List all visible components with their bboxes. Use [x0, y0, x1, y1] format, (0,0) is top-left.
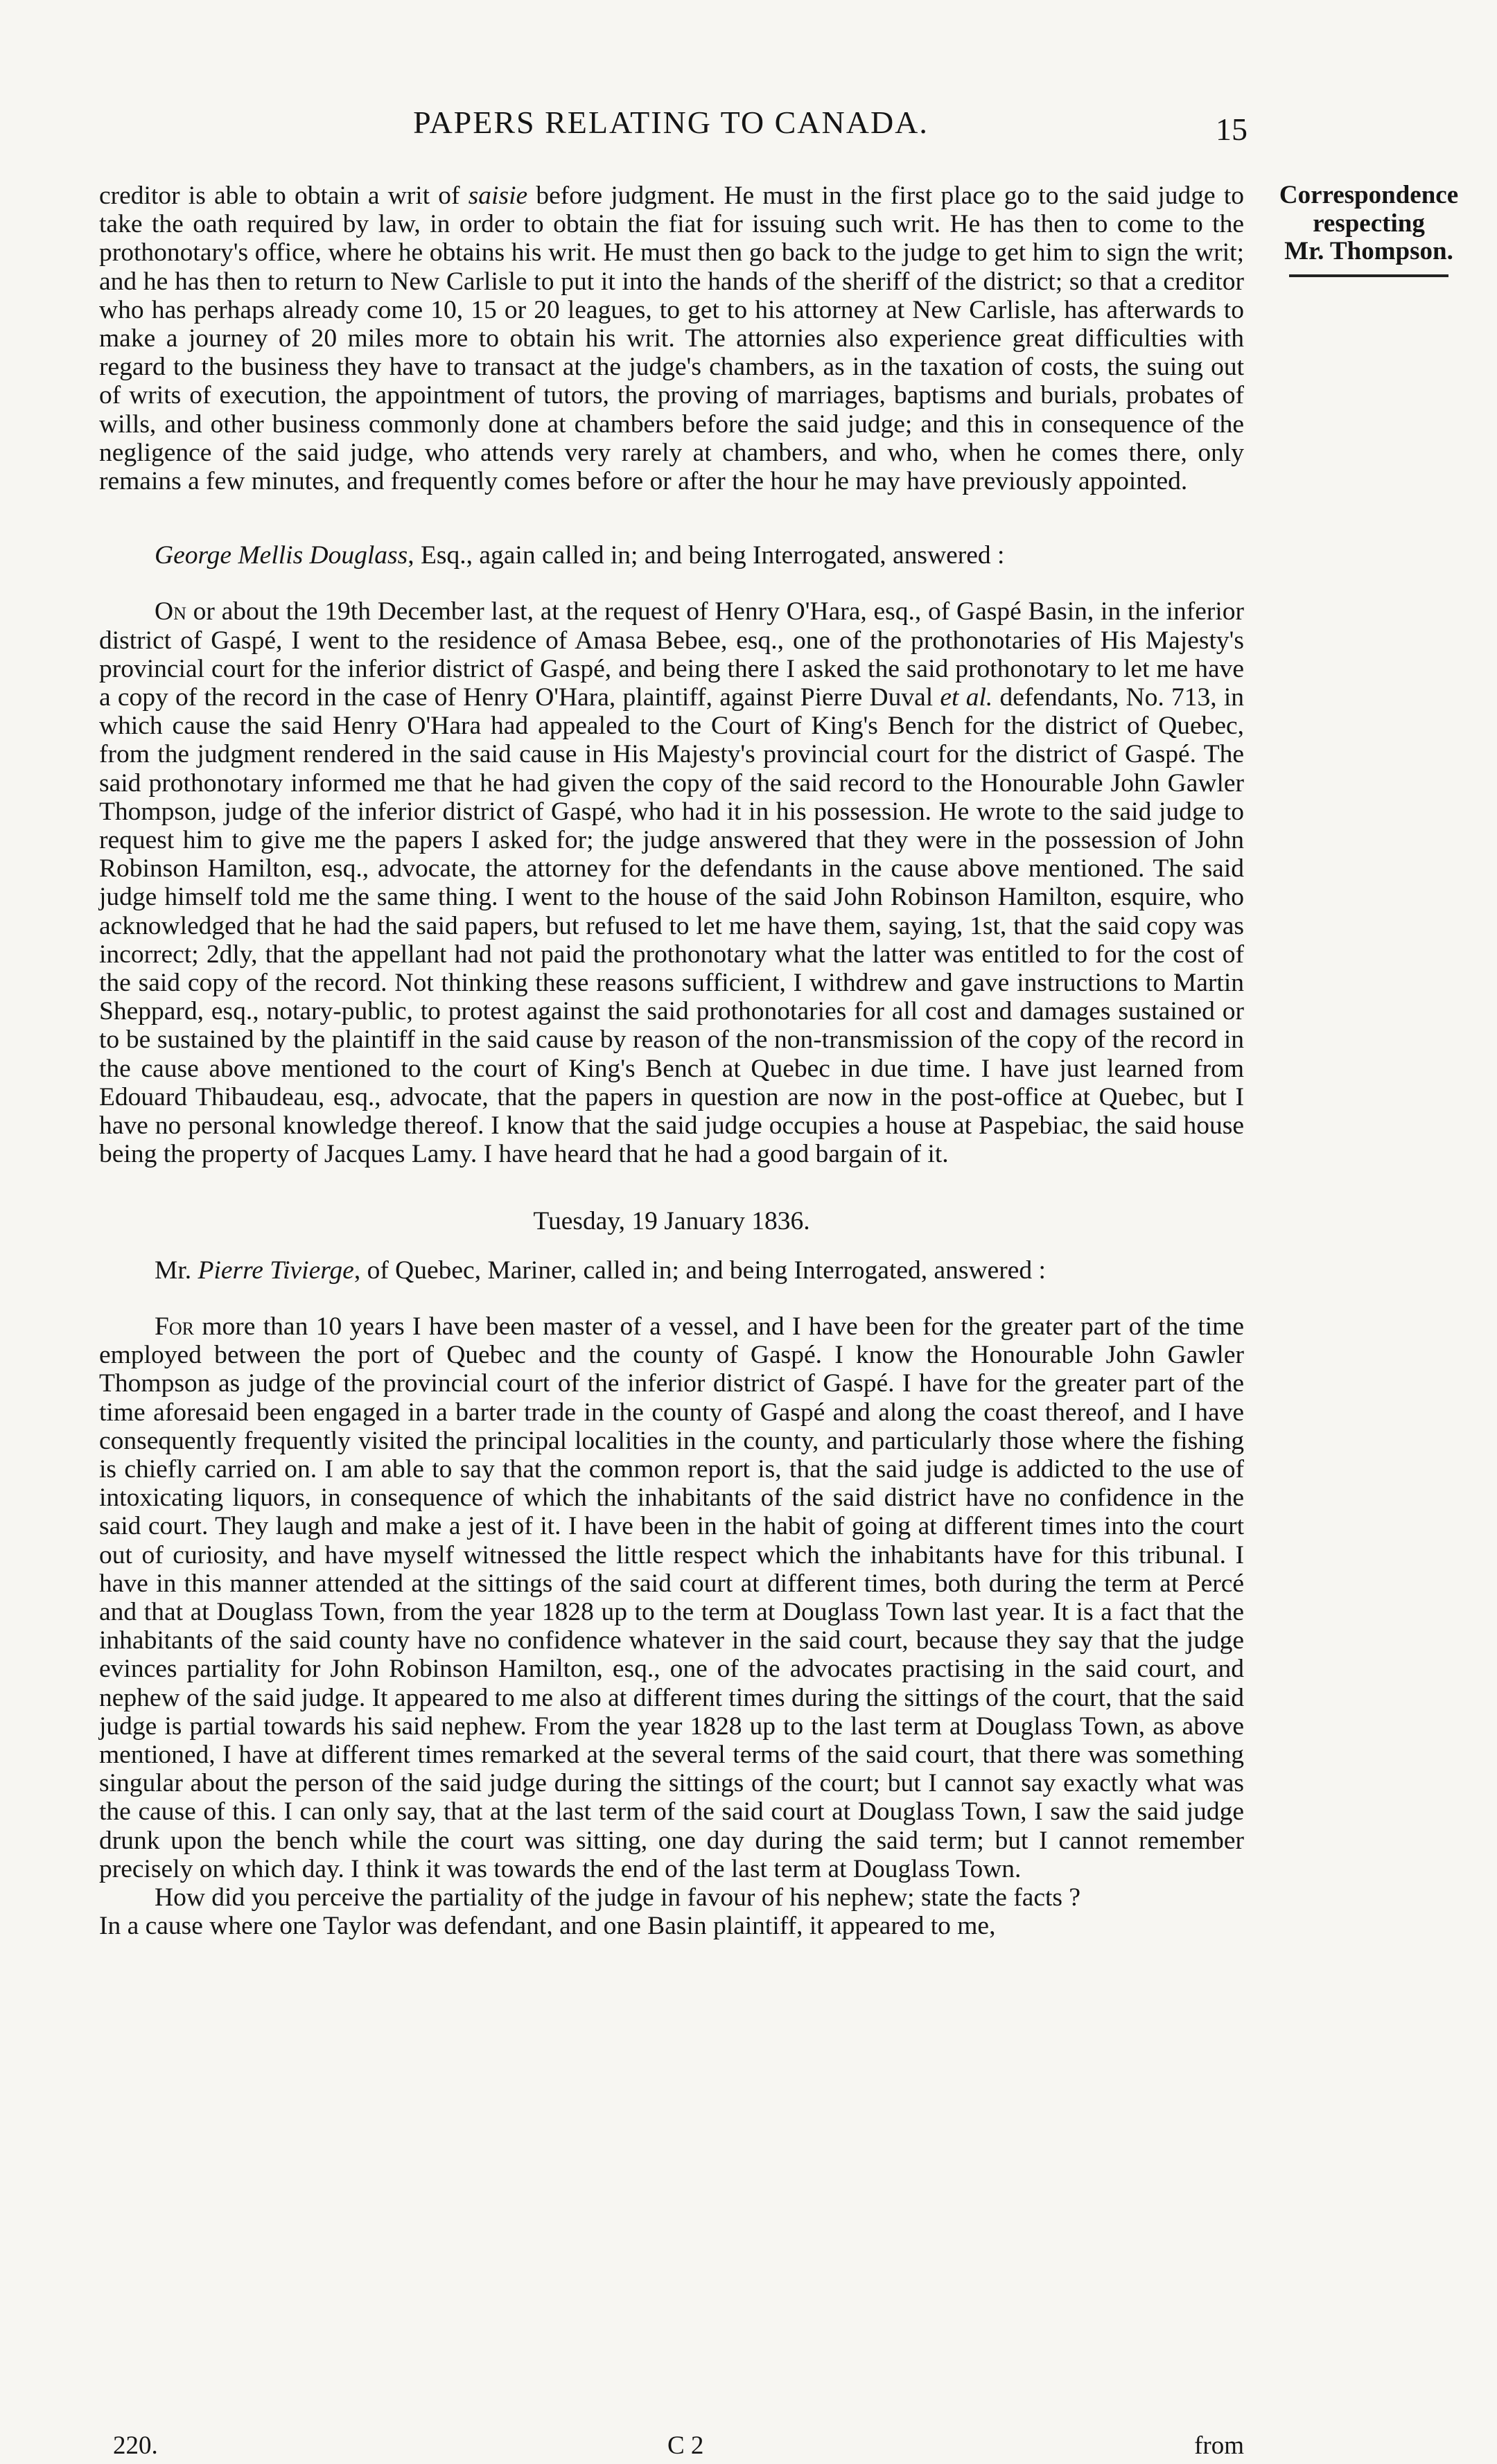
answer-line: In a cause where one Taylor was defendant, and one Basin plaintiff, it appeared to me,: [99, 1912, 996, 1941]
paragraph-tivierge-testimony: For more than 10 years I have been master of a vessel, and I have been for the greater part of the time employed between the port of Quebec and the county of Gaspé. I know the Honourable John Gawler Thompson as judge of the provincial court of the inferior district of Gaspé. I have for the greater part of the time aforesaid been engaged in a barter trade in the county of Gaspé and along the coast thereof, and I have consequently frequently visited the principal localities in the county, and particularly those where the fishing is chiefly carried on. I am able to say that the common report is, that the said judge is addicted to the use of intoxicating liquors, in consequence of which the inhabitants of the said district have no confidence in the said court. They laugh and make a jest of it. I have been in the habit of going at different times into the court out of curiosity, and have myself witnessed the little respect which the inhabitants have for this tribunal. I have in this manner attended at the sittings of the said court at different times, both during the term at Percé and that at Douglass Town, from the year 1828 up to the term at Douglass Town last year. It is a fact that the inhabitants of the said county have no confidence whatever in the said court, because they say that the judge evinces partiality for John Robinson Hamilton, esq., one of the advocates practising in the said court, and nephew of the said judge. It appeared to me also at different times during the sittings of the court, that the said judge is partial towards his said nephew. From the year 1828 up to the last term at Douglass Town, as above mentioned, I have at different times remarked at the several terms of the said court, that there was something singular about the person of the said judge during the sittings of the court; but I cannot say exactly what was the cause of this. I can only say, that at the last term of the said court at Douglass Town, I saw the said judge drunk upon the bench while the court was sitting, one day during the said term; but I cannot remember precisely on which day. I think it was towards the end of the last term at Douglass Town.: [99, 1312, 1244, 1883]
main-column: [99, 182, 1244, 1940]
margin-note: [1268, 182, 1469, 277]
margin-note-line: Correspondence: [1279, 181, 1459, 209]
page-footer: [99, 2431, 1244, 2463]
witness-heading-douglass: George Mellis Douglass, Esq., again called in; and being Interrogated, answered :: [155, 541, 1005, 570]
page-number: 15: [1216, 112, 1248, 147]
witness-heading-tivierge: Mr. Pierre Tivierge, of Quebec, Mariner, called in; and being Interrogated, answered :: [155, 1256, 1046, 1285]
margin-note-rule: [1289, 274, 1448, 277]
margin-note-line: Mr. Thompson.: [1284, 237, 1453, 266]
paragraph-creditor: creditor is able to obtain a writ of saisie before judgment. He must in the first place go to the said judge to take the oath required by law, in order to obtain the fiat for issuing such writ. He has then to come to the prothonotary's office, where he obtains his writ. He must then go back to the judge to get him to sign the writ; and he has then to return to New Carlisle to put it into the hands of the sheriff of the district; so that a creditor who has perhaps already come 10, 15 or 20 leagues, to get to his attorney at New Carlisle, has afterwards to make a journey of 20 miles more to obtain his writ. The attornies also experience great difficulties with regard to the business they have to transact at the judge's chambers, as in the taxation of costs, the suing out of writs of execution, the appointment of tutors, the proving of marriages, baptisms and burials, probates of wills, and other business commonly done at chambers before the said judge; and this in consequence of the negligence of the said judge, who attends very rarely at chambers, and who, when he comes there, only remains a few minutes, and frequently comes before or after the hour he may have previously appointed.: [99, 182, 1244, 496]
paragraph-douglass-testimony: On or about the 19th December last, at the request of Henry O'Hara, esq., of Gaspé Basin, in the inferior district of Gaspé, I went to the residence of Amasa Bebee, esq., one of the prothonotaries of His Majesty's provincial court for the inferior district of Gaspé, and being there I asked the said prothonotary to let me have a copy of the record in the case of Henry O'Hara, plaintiff, against Pierre Duval et al. defendants, No. 713, in which cause the said Henry O'Hara had appealed to the Court of King's Bench for the district of Quebec, from the judgment rendered in the said cause in His Majesty's provincial court for the district of Gaspé. The said prothonotary informed me that he had given the copy of the said record to the Honourable John Gawler Thompson, judge of the inferior district of Gaspé, who had it in his possession. He wrote to the said judge to request him to give me the papers I asked for; the judge answered that they were in the possession of John Robinson Hamilton, esq., advocate, the attorney for the defendants in the cause above mentioned. The said judge himself told me the same thing. I went to the house of the said John Robinson Hamilton, esquire, who acknowledged that he had the said papers, but refused to let me have them, saying, 1st, that the said copy was incorrect; 2dly, that the appellant had not paid the prothonotary what the latter was entitled to for the cost of the said copy of the record. Not thinking these reasons sufficient, I withdrew and gave instructions to Martin Sheppard, esq., notary-public, to protest against the said prothonotaries for all cost and damages sustained or to be sustained by the plaintiff in the said cause by reason of the non-transmission of the copy of the record in the cause above mentioned to the court of King's Bench at Quebec in due time. I have just learned from Edouard Thibaudeau, esq., advocate, that the papers in question are now in the post-office at Quebec, but I have no personal knowledge thereof. I know that the said judge occupies a house at Paspebiac, the said house being the property of Jacques Lamy. I have heard that he had a good bargain of it.: [99, 597, 1245, 1169]
running-title: PAPERS RELATING TO CANADA.: [413, 105, 929, 140]
footer-catchword: from: [1194, 2431, 1244, 2460]
footer-sheet-number: 220.: [113, 2431, 158, 2460]
date-heading: Tuesday, 19 January 1836.: [533, 1206, 810, 1235]
margin-note-line: respecting: [1313, 209, 1425, 238]
question-line: How did you perceive the partiality of the judge in favour of his nephew; state the facts ?: [155, 1883, 1081, 1912]
footer-signature-mark: C 2: [667, 2431, 704, 2460]
